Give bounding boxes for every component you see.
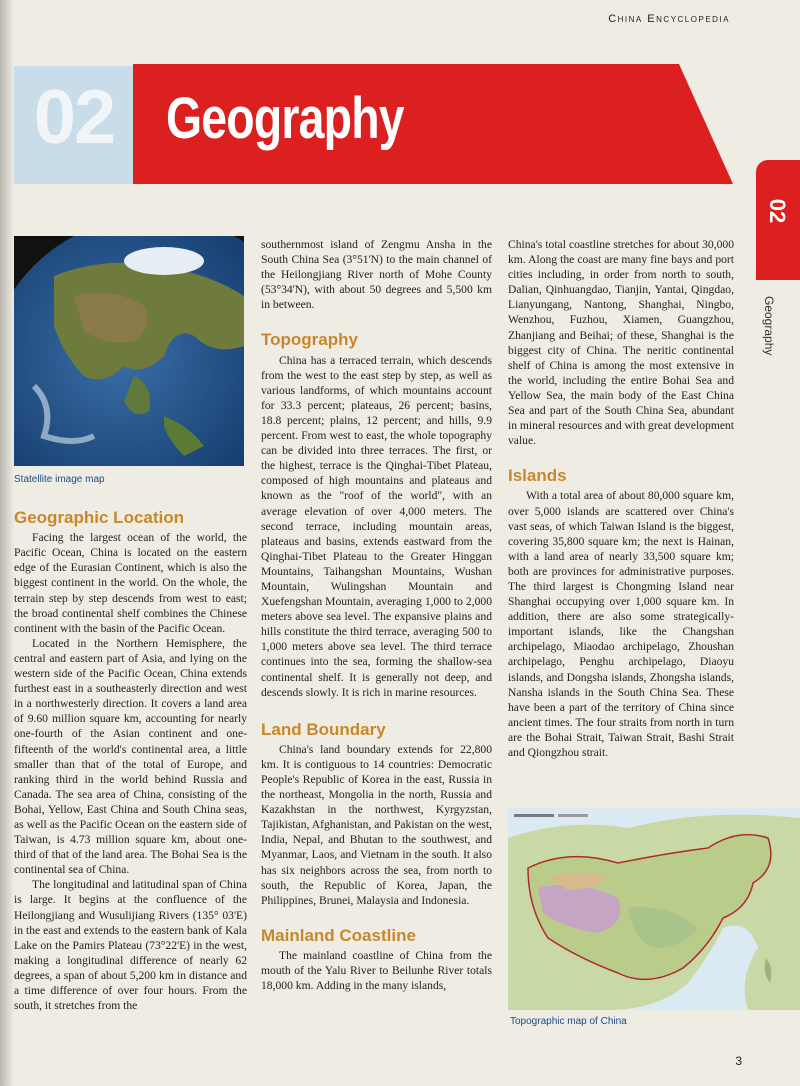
paragraph: China's total coastline stretches for about 30,000 km. Along the coast are many fine bays and port cities including, in order from north to south, Dalian, Qinhuangdao, Tianjin, Yantai, Qingdao, Lianyungang, Nantong, Shanghai, Ningbo, Wenzhou, Fuzhou, Xiamen, Guangzhou, Zhanjiang and Beihai; of these, Shanghai is the biggest city of China. The neritic continental shelf of China is among the most extensive in the world, including the entire Bohai Sea and Yellow Sea, the main body of the East China Sea and part of the South China Sea, abundant in mineral resources and with great development value. bbox=[508, 238, 734, 448]
heading-islands: Islands bbox=[508, 466, 567, 486]
satellite-caption: Statellite image map bbox=[14, 474, 105, 485]
side-tab-number: 02 bbox=[765, 198, 790, 224]
running-head: China Encyclopedia bbox=[608, 13, 730, 25]
paragraph: southernmost island of Zengmu Ansha in the South China Sea (3°51'N) to the main channel of the Heilongjiang River north of Mohe County (53°34'N), with about 50 degrees and 5,500 km in between. bbox=[261, 238, 492, 312]
paragraph: China has a terraced terrain, which descends from the west to the east step by step, as well as various landforms, of which mountains account for 33.3 percent; plateaus, 26 percent; basins, 18.8 percent; plains, 12 percent; and hills, 9.9 percent. From west to east, the whole topography can be divided into three terraces. The first, or the highest, terrace is the Qinghai-Tibet Plateau, composed of high mountains and plateaus and known as the "roof of the world", with an average elevation of over 4,000 meters. The second terrace, including mountain areas, plateaus and basins, extends eastward from the Qinghai-Tibet Plateau to the Greater Hinggan Mountains, Taihangshan Mountains, Wushan Mountain, Wulingshan Mountain and Xuefengshan Mountain, averaging 1,000 to 2,000 meters above sea level. The expansive plains and hills constitute the third terrace, averaging 500 to 1,000 meters above sea level. The third terrace continues into the sea, forming the shallow-sea continental shelf. It is generally not deep, and descends slowly. It is rich in marine resources. bbox=[261, 353, 492, 699]
book-spine-shadow bbox=[0, 0, 14, 1086]
paragraph: The longitudinal and latitudinal span of China is large. It begins at the confluence of the Heilongjiang and Wusulijiang Rivers (135° 03'E) in the east and extends to the eastern bank of Kala Lake on the Pamirs Plateau (73°22'E) in the west, making a longitudinal difference of nearly 62 degrees, a span of about 5,200 km in distance and a time difference of over four hours. From the south, it stretches from the bbox=[14, 878, 247, 1013]
topo-caption: Topographic map of China bbox=[510, 1016, 627, 1027]
paragraph: Located in the Northern Hemisphere, the central and eastern part of Asia, and lying on the western side of the Pacific Ocean, China extends furthest east in a southeasterly direction and west in a northwesterly direction. It covers a land area of 9.60 million square km, accounting for nearly one-fourth of the Asian continent and one-fifteenth of the world's continental area, a little smaller than that of the total of Europe, and ranking third in the world behind Russia and Canada. The sea area of China, consisting of the Bohai, Yellow, East China and South China seas, as well as the Pacific Ocean on the eastern side of Taiwan, is 4.73 million square km, about one-third of that of the land area. The Bohai Sea is the continental sea of China. bbox=[14, 636, 247, 877]
paragraph: With a total area of about 80,000 square km, over 5,000 islands are scattered over China's vast seas, of which Taiwan Island is the biggest, covering 35,800 square km; the next is Hainan, with a land area of nearly 33,500 square km; both are provinces for administrative purposes. The third largest is Chongming Island near Shanghai occupying over 1,000 square km. In addition, there are also some strategically-important islands, like the Changshan archipelago, Miaodao archipelago, Zhoushan archipelago, Penghu archipelago, Diaoyu islands, and Dongsha islands, Zhongsha islands, Nansha islands in the South China Sea. These have been a part of the territory of China since ancient times. The four straits from north in turn are the Bohai Strait, Taiwan Strait, Bashi Strait and Qiongzhou strait. bbox=[508, 489, 734, 759]
heading-geographic-location: Geographic Location bbox=[14, 508, 185, 528]
page-number: 3 bbox=[735, 1054, 742, 1068]
column-2 bbox=[261, 237, 492, 993]
chapter-title: Geography bbox=[166, 86, 404, 151]
side-tab-label-wrap bbox=[738, 280, 800, 356]
paragraph: The mainland coastline of China from the mouth of the Yalu River to Beilunhe River totals 18,000 km. Adding in the many islands, bbox=[261, 948, 492, 993]
side-tab-label: Geography bbox=[762, 296, 776, 356]
column-3 bbox=[508, 237, 734, 760]
chapter-number: 02 bbox=[33, 75, 115, 160]
paragraph: Facing the largest ocean of the world, the Pacific Ocean, China is located on the eastern edge of the Eurasian Continent, which is also the biggest continent in the world. On the whole, the terrain step by step descends from west to east; the broad continental shelf combines the Chinese continent with the basin of the Pacific Ocean. bbox=[14, 531, 247, 635]
heading-mainland-coastline: Mainland Coastline bbox=[261, 925, 416, 945]
topographic-map bbox=[508, 808, 800, 1010]
satellite-globe-graphic bbox=[14, 236, 244, 466]
topographic-map-graphic bbox=[508, 808, 800, 1010]
heading-land-boundary: Land Boundary bbox=[261, 719, 386, 739]
heading-topography: Topography bbox=[261, 330, 358, 350]
paragraph: China's land boundary extends for 22,800 km. It is contiguous to 14 countries: Democratic People's Republic of Korea in the east, Russia in the northeast, Mongolia in the north, Russia and Kazakhstan in the northwest, Kyrgyzstan, Tajikistan, Afghanistan, and Pakistan on the west, India, Nepal, and Bhutan to the southwest, and Myanmar, Laos, and Vietnam in the south. It also has six neighbors across the sea, from north to south, the Republic of Korea, Japan, the Philippines, Brunei, Malaysia and Indonesia. bbox=[261, 742, 492, 907]
column-1 bbox=[14, 472, 247, 1013]
satellite-image bbox=[14, 236, 244, 466]
